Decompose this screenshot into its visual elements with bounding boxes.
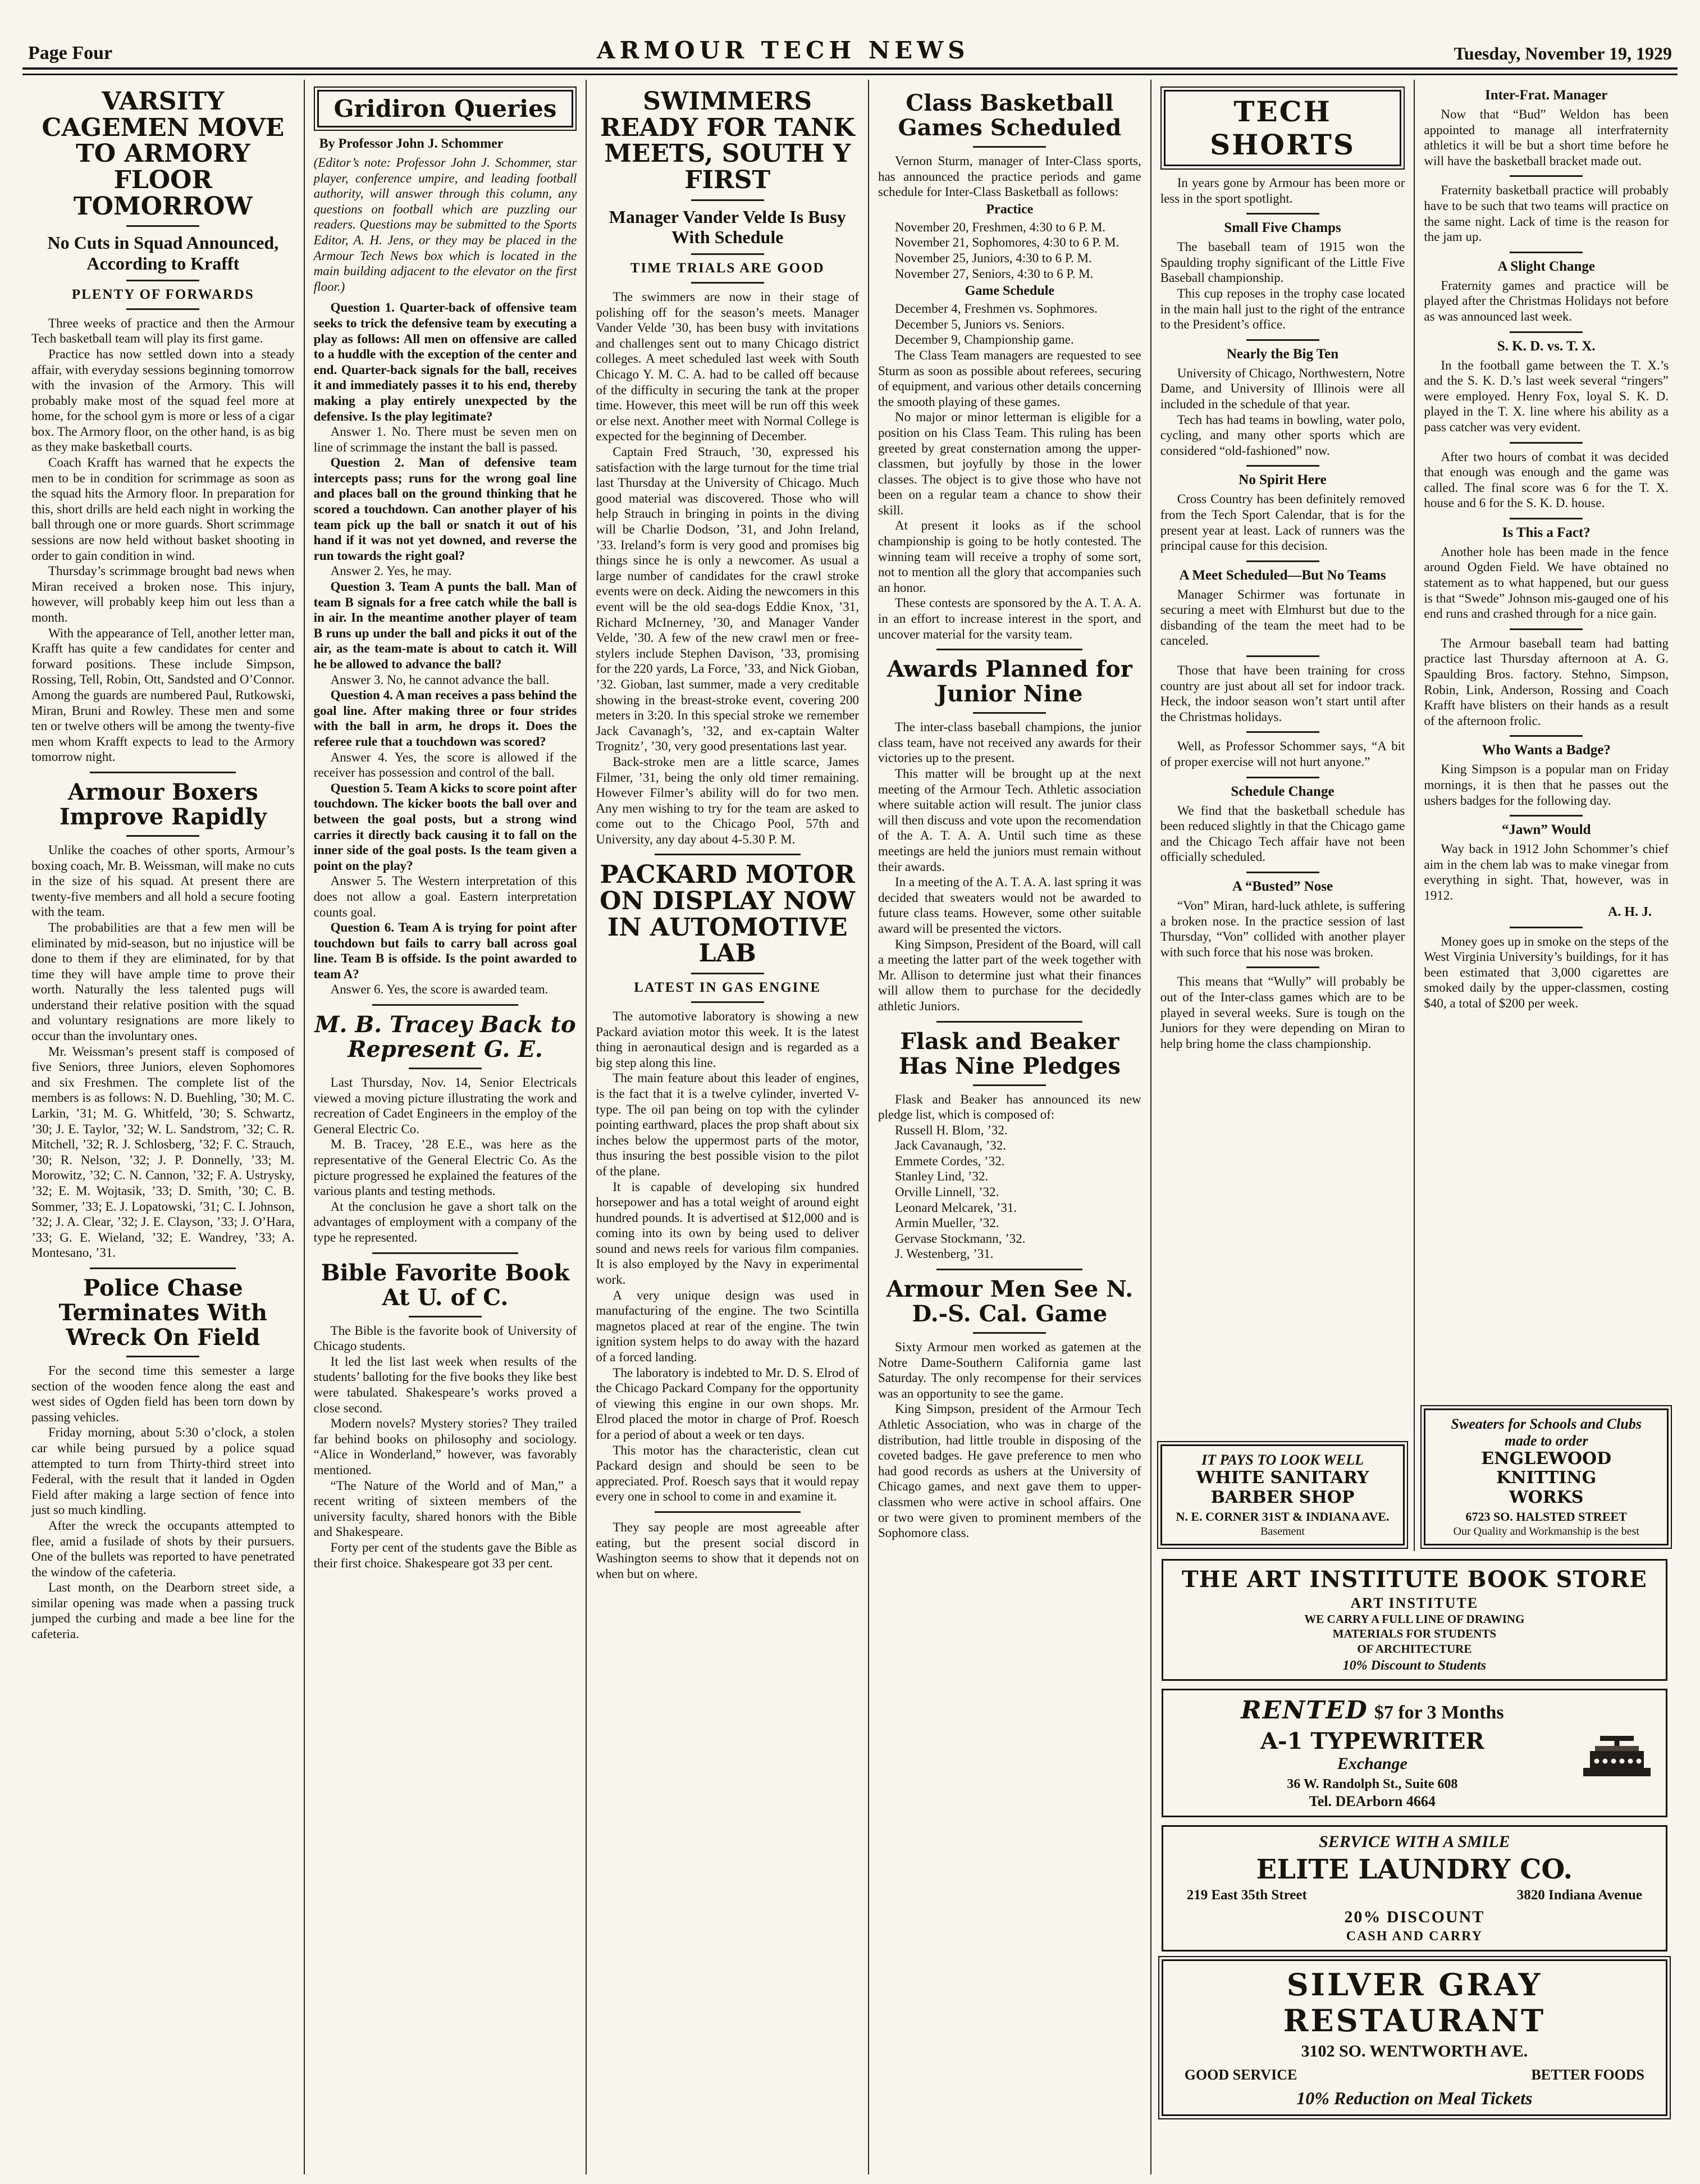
paragraph: December 9, Championship game.: [895, 332, 1074, 347]
shorts-heading: No Spirit Here: [1239, 472, 1327, 488]
ad-price: $7 for 3 Months: [1374, 1702, 1504, 1723]
ad-phone: Tel. DEArborn 4664: [1309, 1793, 1436, 1809]
paragraph: At present it looks as if the school championship is going to be hotly contested. The winning team will receive a trophy of some sort, not to mention all the glory that accompanies such an honor.: [878, 518, 1141, 595]
article-bible-favorite: [314, 1261, 577, 1571]
headline: Bible Favorite Book At U. of C.: [321, 1259, 570, 1311]
separator: [973, 1332, 1046, 1334]
column-5: [1151, 80, 1414, 1551]
headline: Police Chase Terminates With Wreck On Field: [58, 1274, 268, 1351]
paragraph: The inter-class baseball champions, the junior class team, have not received any awards for their victories up to the present.: [878, 720, 1141, 765]
ad-silver-gray-restaurant: [1162, 1959, 1667, 2116]
shorts-item: [1424, 512, 1669, 622]
paragraph: University of Chicago, Northwestern, Notre Dame, and University of Illinois were all included in the schedule of that year.: [1160, 366, 1405, 411]
ad-lead: RENTED: [1241, 1695, 1368, 1725]
separator: [372, 1004, 518, 1006]
paragraph: The automotive laboratory is showing a new Packard aviation motor this week. It is the latest thing in aeronautical design and is regarded as a big step along this line.: [596, 1009, 860, 1070]
article-body: [31, 1363, 295, 1642]
paragraph: Well, as Professor Schommer says, “A bit of proper exercise will not hurt anyone.”: [1160, 739, 1405, 769]
paragraph: Another hole has been made in the fence around Ogden Field. We have obtained no statement as to what happened, but our guess is that “Swede” Johnson mis-gauged one of his end runs and crashed through for a nice gain.: [1424, 544, 1669, 621]
headline: VARSITY CAGEMEN MOVE TO ARMORY FLOOR TOMORROW: [42, 87, 285, 221]
paragraph: November 21, Sophomores, 4:30 to 6 P. M.: [895, 235, 1119, 250]
paragraph: This motor has the characteristic, clean cut Packard design and should be seen to be appreciated. Prof. Roesch says that it would repay every one in school to come in and examine it.: [596, 1443, 860, 1504]
deck: Manager Vander Velde Is Busy With Schedule: [609, 206, 846, 248]
paragraph: The probabilities are that a few men will be eliminated by mid-season, but no injustice will be done to them if they are eliminated, for by that time they will have ample time to prove their worth. Naturally the less talented pugs will understand their relative position with the squad and voluntary resignations are more likely to occur than the involuntary ones.: [31, 920, 295, 1043]
separator: [1510, 628, 1583, 630]
ad-address: 3820 Indiana Avenue: [1516, 1887, 1643, 1903]
separator: [1510, 252, 1583, 253]
separator: [126, 1356, 199, 1357]
schedule-heading: Practice: [986, 202, 1034, 217]
article-body: [314, 1323, 577, 1571]
shorts-item: [1424, 85, 1669, 168]
column-3: [586, 80, 868, 2174]
headline: Class Basketball Games Scheduled: [898, 90, 1122, 141]
paragraph: Leonard Melcarek, ’31.: [895, 1200, 1017, 1215]
question: Question 4. A man receives a pass behind the goal line. After making three or four strides with the ball in arm, he drops it. Does the referee rule that a touchdown was scored?: [313, 688, 577, 749]
ad-slogan: IT PAYS TO LOOK WELL: [1201, 1452, 1364, 1468]
shorts-item: [1160, 866, 1405, 960]
ad-slogan: made to order: [1504, 1432, 1588, 1449]
paragraph: They say people are most agreeable after eating, but the present social discord in Washington seems to show that it depends not on when but on where.: [596, 1520, 860, 1581]
answer: Answer 5. The Western interpretation of this does not allow a goal. Eastern interpretation counts goal.: [313, 874, 577, 919]
shorts-body: [1424, 762, 1669, 808]
paragraph: At the conclusion he gave a short talk on the advantages of employment with a company of the type he represented.: [313, 1199, 577, 1244]
header-rule: [22, 67, 1678, 75]
paragraph: Mr. Weissman’s present staff is composed of five Seniors, three Juniors, eleven Sophomores and six Freshmen. The complete list of the members is as follows: N. D. Buehling, ’30; M. C. Larkin, ’31; M. G. Whitfeld, ’30; S. Schwartz, ’30; J. E. Taylor, ’32; W. L. Sandstrom, ’32; C. R. Mitchell, ’32; R. J. Schlosberg, ’32; F. C. Strauch, ’30; R. Nelson, ’32; J. P. Donnelly, ’33; M. Morowitz, ’32; C. N. Cannon, ’32; F. A. Ustrysky, ’32; E. M. Wojtasik, ’33; D. Smith, ’30; C. B. Sommer, ’33; E. J. Lopatowski, ’31; C. I. Johnson, ’32; J. A. Clear, ’32; J. E. Clayson, ’33; J. O’Hara, ’33; G. E. Wieland, ’32; E. Wandrey, ’33; A. Montesano, ’31.: [31, 1044, 295, 1260]
paragraph: King Simpson, president of the Armour Tech Athletic Association, who was in charge of the distribution, had little trouble in disposing of the coveted badges. He gave preference to men who had good records as ushers at the University of Chicago games, and next gave them to upper-classmen who were active in school affairs. One or two were given to prominent members of the Sophomore class.: [878, 1402, 1141, 1540]
separator: [126, 308, 199, 310]
masthead: ARMOUR TECH NEWS: [597, 37, 970, 64]
ad-name: THE ART INSTITUTE BOOK STORE: [1181, 1566, 1647, 1593]
answer: Answer 4. Yes, the score is allowed if the receiver has possession and control of the ball.: [313, 750, 577, 780]
column-1: [22, 80, 304, 2174]
separator: [1510, 518, 1583, 519]
paragraph: Armin Mueller, ’32.: [895, 1216, 999, 1230]
answer: Answer 2. Yes, he may.: [330, 564, 452, 578]
separator: [1246, 560, 1319, 562]
separator: [1246, 655, 1319, 657]
separator: [126, 280, 199, 281]
game-schedule: [878, 301, 1141, 348]
article-awards-junior-nine: [878, 657, 1141, 1014]
shorts-body: [1160, 587, 1405, 649]
shorts-item: [1160, 334, 1405, 459]
byline: By Professor John J. Schommer: [319, 136, 504, 151]
paragraph: November 25, Juniors, 4:30 to 6 P. M.: [895, 250, 1092, 265]
shorts-heading: A Slight Change: [1497, 258, 1596, 274]
paragraph: Tech has had teams in bowling, water polo, cycling, and many other sports which are considered “old-fashioned” now.: [1160, 412, 1405, 458]
kicker: LATEST IN GAS ENGINE: [634, 979, 821, 995]
shorts-item: [1424, 623, 1669, 729]
ad-note: Basement: [1260, 1525, 1305, 1538]
separator: [1510, 815, 1583, 817]
shorts-body: [1424, 636, 1669, 729]
practice-schedule: [878, 220, 1141, 281]
subcolumns: [1151, 80, 1678, 1551]
shorts-body: [1160, 175, 1405, 206]
separator: [372, 1252, 518, 1254]
article-armour-boxers: [31, 780, 295, 1261]
shorts-body: [1160, 239, 1405, 332]
paragraph: Practice has now settled down into a steady affair, with everyday sessions beginning tomorrow with the invasion of the Armory. This will probably make most of the squad feel more at home, for the school gym is more or less of a cigar box. The Armory floor, on the other hand, is as big as they make basketball courts.: [31, 346, 295, 454]
article-body: [314, 1075, 577, 1246]
shorts-item: [1160, 555, 1405, 649]
separator: [691, 199, 764, 201]
column-2: [304, 80, 586, 2174]
shorts-item: [1160, 961, 1405, 1051]
paragraph: “Von” Miran, hard-luck athlete, is suffering a broken nose. In the practice session of last Thursday, “Von” collided with another player with such force that his nose was broken.: [1160, 899, 1405, 959]
article-body: [878, 719, 1141, 1014]
boxed-title: TECH SHORTS: [1164, 90, 1402, 166]
boxed-title: Gridiron Queries: [317, 90, 574, 127]
ad-line: BETTER FOODS: [1531, 2066, 1645, 2083]
paragraph: December 4, Freshmen vs. Sophmores.: [895, 302, 1098, 316]
paragraph: This cup reposes in the trophy case located in the main hall just to the right of the entrance to the President’s office.: [1160, 286, 1405, 332]
separator: [973, 1084, 1046, 1086]
headline: PACKARD MOTOR ON DISPLAY NOW IN AUTOMOTIVE LAB: [600, 860, 856, 968]
paragraph: M. B. Tracey, ’28 E.E., was here as the representative of the General Electric Co. As the picture progressed he explained the features of the various plants and testing methods.: [313, 1137, 577, 1198]
question: Question 2. Man of defensive team intercepts pass; runs for the wrong goal line and places ball on the ground thinking that he scored a touchdown. Can another player of his team pick up the ball or snatch it out of his hand if it was not yet downed, and reverse the run towards the right goal?: [313, 455, 577, 563]
article-nd-scal-game: [878, 1277, 1141, 1541]
shorts-item: [1160, 726, 1405, 769]
ad-line: WE CARRY A FULL LINE OF DRAWING: [1304, 1612, 1525, 1626]
shorts-body: [1160, 803, 1405, 865]
paragraph: Money goes up in smoke on the steps of the West Virginia University’s buildings, for it has been estimated that 3,000 cigarettes are smoked daily by the upper-classmen, costing $40, a total of $200 per week.: [1424, 934, 1669, 1010]
ad-note: 10% Discount to Students: [1342, 1658, 1487, 1673]
ad-name: ELITE LAUNDRY CO.: [1256, 1853, 1573, 1885]
paragraph: Thursday’s scrimmage brought bad news when Miran received a broken nose. This injury, however, will probably keep him out less than a month.: [31, 564, 295, 624]
shorts-body: [1424, 934, 1669, 1011]
filler-item: [596, 1520, 859, 1581]
shorts-item: [1160, 207, 1405, 332]
separator: [126, 225, 199, 227]
ad-line: OF ARCHITECTURE: [1357, 1642, 1472, 1656]
headline: Awards Planned for Junior Nine: [886, 656, 1132, 708]
question-answer-list: [314, 300, 577, 997]
separator: [1510, 175, 1583, 177]
paragraph: The swimmers are now in their stage of polishing off for the season’s meets. Manager Vander Velde ’30, has been busy with invitations and challenges sent out to many Chicago district colleges. A meet scheduled last week with South Chicago Y. M. C. A. had to be called off because of the difficulty in securing the tank at the proper time. However, this meet will be run off this week or else next. Another meet with Normal College is expected for the beginning of December.: [596, 290, 860, 444]
separator: [1510, 331, 1583, 333]
article-swimmers: [596, 89, 859, 847]
separator: [691, 282, 764, 284]
separator: [1510, 735, 1583, 737]
separator: [409, 1068, 482, 1069]
paragraph: The Class Team managers are requested to see Sturm as soon as possible about referees, securing of equipment, and various other details concerning the smooth playing of these games.: [878, 348, 1141, 409]
paragraph: The main feature about this leader of engines, is the fact that it is a twelve cylinder, inverted V-type. The oil pan being on top with the cylinder pointing earthward, places the prop shaft about six inches below the uppermost parts of the motor, thus insuring the best possible vision to the pilot of the plane.: [596, 1071, 860, 1178]
separator: [691, 253, 764, 255]
paragraph: J. Westenberg, ’31.: [895, 1247, 994, 1261]
paragraph: In a meeting of the A. T. A. A. last spring it was decided that sweaters would not be awarded to future class teams. However, some other suitable award will be presented the victors.: [878, 875, 1141, 936]
shorts-body: [1160, 974, 1405, 1051]
paragraph: Unlike the coaches of other sports, Armour’s boxing coach, Mr. B. Weissman, will make no cuts in the size of his squad. At present there are twenty-five members and all hold a secure footing with the team.: [31, 842, 295, 919]
paragraph: King Simpson, President of the Board, will call a meeting the latter part of the week together with Mr. Allison to determine just what their finances will allow them to purchase for the decidedly athletic Juniors.: [878, 937, 1141, 1013]
ad-note: Our Quality and Workmanship is the best: [1453, 1525, 1639, 1538]
paragraph: After two hours of combat it was decided that enough was enough and the game was called. The final score was 6 for the T. X. house and 6 for the S. K. D. house.: [1424, 449, 1669, 510]
shorts-item: [1424, 170, 1669, 244]
paragraph: December 5, Juniors vs. Seniors.: [895, 317, 1065, 331]
shorts-item: [1424, 729, 1669, 808]
paragraph: These contests are sponsored by the A. T. A. A. in an effort to increase interest in the sport, and uncover material for the varsity team.: [878, 596, 1141, 641]
separator: [1246, 966, 1319, 968]
shorts-body: [1424, 841, 1669, 903]
article-body: [31, 316, 295, 765]
shorts-item: [1160, 175, 1405, 206]
shorts-heading: S. K. D. vs. T. X.: [1497, 338, 1596, 354]
paragraph: No major or minor letterman is eligible for a position on his Class Team. This ruling has been greeted by great consternation among the upper-classmen, but joyfully by those in the lower classes. The object is to give those who have not been on a regular team a chance to show their skill.: [878, 410, 1141, 517]
separator: [409, 1316, 482, 1317]
separator: [90, 772, 236, 773]
article-intro: [878, 153, 1141, 200]
headline: Flask and Beaker Has Nine Pledges: [898, 1028, 1121, 1079]
paragraph: Flask and Beaker has announced its new pledge list, which is composed of:: [878, 1092, 1141, 1122]
ad-elite-laundry: [1162, 1825, 1667, 1952]
paragraph: Coach Krafft has warned that he expects the men to be in condition for scrimmage as soon as the squad hits the Armory floor. In preparation for this, short drills are held each night in working the ball through one or more guards. Short scrimmage sessions are now held without basket shooting in order to gain condition in wind.: [31, 455, 295, 563]
article-packard-motor: [596, 862, 859, 1504]
paragraph: Fraternity games and practice will be played after the Christmas Holidays not before as was announced last week.: [1424, 278, 1669, 323]
paragraph: Three weeks of practice and then the Armour Tech basketball team will play its first game.: [31, 316, 295, 346]
page-header: [22, 10, 1678, 64]
paragraph: The Armour baseball team had batting practice last Thursday afternoon at A. G. Spaulding Bros. factory. Stehno, Simpson, Robin, Link, Anderson, Rossing and Coach Krafft have blisters on their hands as a result of the afternoon frolic.: [1424, 636, 1669, 728]
shorts-heading: “Jawn” Would: [1501, 822, 1591, 838]
paragraph: Now that “Bud” Weldon has been appointed to manage all interfraternity athletics it will be but a short time before he will have the basketball bracket made out.: [1424, 107, 1669, 168]
shorts-body: [1160, 366, 1405, 459]
ad-address: 6723 SO. HALSTED STREET: [1465, 1510, 1627, 1524]
ad-address: 219 East 35th Street: [1186, 1887, 1307, 1903]
paragraph: It led the list last week when results of the students’ balloting for the five books they like best were tabulated. Shakespeare’s works proved a close second.: [313, 1354, 577, 1415]
article-class-basketball: [878, 91, 1141, 642]
ad-white-sanitary-barber: [1160, 1444, 1405, 1545]
paragraph: November 20, Freshmen, 4:30 to 6 P. M.: [895, 220, 1106, 234]
paragraph: After the wreck the occupants attempted to flee, amid a fusilade of shots by their pursuers. One of the bullets was reported to have penetrated the window of the cafeteria.: [31, 1518, 295, 1579]
shorts-heading: Is This a Fact?: [1502, 525, 1591, 540]
ad-name: WORKS: [1509, 1487, 1584, 1507]
separator: [1246, 213, 1319, 215]
ad-name: A-1 TYPEWRITER: [1260, 1727, 1484, 1754]
headline: Armour Boxers Improve Rapidly: [59, 778, 267, 830]
ad-slogan: Sweaters for Schools and Clubs: [1451, 1415, 1642, 1432]
ad-name: ENGLEWOOD KNITTING: [1481, 1448, 1612, 1488]
separator: [936, 1269, 1082, 1270]
separator: [655, 854, 801, 855]
shorts-item: [1160, 771, 1405, 865]
ad-slogan: SERVICE WITH A SMILE: [1319, 1832, 1510, 1851]
separator: [936, 1021, 1082, 1023]
paragraph: Those that have been training for cross country are just about all set for indoor track. Heck, the indoor season won’t start until after the Christmas holidays.: [1160, 663, 1405, 724]
article-police-chase: [31, 1276, 295, 1642]
editors-note: (Editor’s note: Professor John J. Schommer, star player, conference umpire, and leading football authority, will answer through this column, any questions on football which are puzzling our readers. Questions may be submitted to the Sports Editor, A. H. Jens, or they may be placed in the Armour Tech News box which is located in the main building adjacent to the elevator on the first floor.): [313, 156, 577, 294]
separator: [1246, 731, 1319, 733]
shorts-item: [1424, 436, 1669, 511]
shorts-body: [1160, 898, 1405, 960]
shorts-body: [1160, 491, 1405, 553]
column-6: [1414, 80, 1678, 1551]
ad-subname: ART INSTITUTE: [1350, 1595, 1479, 1611]
shorts-body: [1424, 183, 1669, 244]
paragraph: A very unique design was used in manufacturing of the engine. The two Scintilla magnetos placed at rear of the engine. The twin ignition system helps to do away with the hazard of a forced landing.: [596, 1288, 860, 1365]
paragraph: King Simpson is a popular man on Friday mornings, it is then that he passes out the ushers badges for the following day.: [1424, 762, 1669, 808]
paragraph: It is capable of developing six hundred horsepower and has a total weight of around eight hundred pounds. It is advertised at $12,000 and is coming into its own by being used to deliver sound and news reels for various film companies. It is also employed by the Navy in experimental work.: [596, 1179, 860, 1287]
paragraph: In years gone by Armour has been more or less in the sport spotlight.: [1160, 176, 1405, 206]
separator: [973, 712, 1046, 714]
ad-name: BARBER SHOP: [1210, 1487, 1355, 1507]
shorts-heading: Inter-Frat. Manager: [1484, 88, 1608, 103]
ad-address: 36 W. Randolph St., Suite 608: [1287, 1776, 1458, 1791]
separator: [1246, 777, 1319, 778]
separator: [655, 1511, 801, 1513]
paragraph: The baseball team of 1915 won the Spaulding trophy significant of the Little Five Baseball championship.: [1160, 240, 1405, 285]
paragraph: Captain Fred Strauch, ’30, expressed his satisfaction with the large turnout for the time trial last Thursday at the University of Chicago. Much good material was discovered. Those who will help Strauch in bringing in points in the diving will be Charlie Dodson, ’31, and John Ireland, ’33. Ireland’s form is very good and promises big things since he is only a newcomer. As usual a large number of candidates for the crawl stroke events were on deck. Aiding the newcomers in this event will be the old sea-dogs Eddie Knox, ’31, Richard McInerney, ’30, and Manager Vander Velde, ’30. A few of the new crawl men or free-stylers include Stephen Davison, ’33, promising for the 220 yards, La Force, ’33, and Nick Gioban, ’32. Gioban, last summer, made a very creditable showing in the breast-stroke event, covering 200 meters in 3:20. In this special stroke we remember Jack Cavanagh’s, ’32, and ex-captain Walter Trognitz’, ’30, very good presentations last year.: [596, 445, 860, 754]
shorts-heading: Small Five Champs: [1224, 220, 1341, 236]
paragraph: Stanley Lind, ’32.: [895, 1169, 989, 1184]
kicker: PLENTY OF FORWARDS: [71, 286, 254, 302]
shorts-heading: Schedule Change: [1231, 783, 1335, 799]
paragraph: Vernon Sturm, manager of Inter-Class sports, has announced the practice periods and game schedule for Inter-Class Basketball as follows:: [878, 154, 1141, 199]
separator: [973, 146, 1046, 148]
paragraph: Sixty Armour men worked as gatemen at the Notre Dame-Southern California game last Saturday. The only recompense for their services was an opportunity to see the game.: [878, 1340, 1141, 1401]
paragraph: In the football game between the T. X.’s and the S. K. D.’s last week several “ringers” were employed. Henry Fox, loyal S. K. D. played in the T. X. line where his ability as a pass catcher was very evident.: [1424, 358, 1669, 434]
article-body: [596, 1009, 859, 1504]
pledge-list: [878, 1123, 1141, 1262]
paragraph: Cross Country has been definitely removed from the Tech Sport Calendar, that is for the present year at least. Lack of runners was the principal cause for this decision.: [1160, 492, 1405, 553]
columns: [22, 80, 1678, 2174]
typewriter-illustration: [1575, 1719, 1659, 1786]
answer: Answer 3. No, he cannot advance the ball.: [330, 672, 550, 687]
article-gridiron-queries: [314, 90, 577, 997]
paragraph: “The Nature of the World and of Man,” a recent writing of sixteen members of the university faculty, shared honors with the Bible and Shakespeare.: [313, 1478, 577, 1539]
paragraph: Back-stroke men are a little scarce, James Filmer, ’31, being the only old timer remaining. However Filmer’s ability will do for two men. Any men wishing to try for the team are asked to come out to the Chicago Pool, 57th and University, any day about 4-5.30 P. M.: [596, 754, 860, 846]
article-body: [31, 842, 295, 1261]
paragraph: Last Thursday, Nov. 14, Senior Electricals viewed a moving picture illustrating the work and recreation of Cadet Engineers in the employ of the General Electric Co.: [313, 1075, 577, 1136]
ad-text-block: [1170, 1696, 1575, 1810]
shorts-body: [1424, 544, 1669, 622]
shorts-body: [1424, 278, 1669, 325]
paragraph: Emmete Cordes, ’32.: [895, 1153, 1005, 1168]
shorts-item: [1424, 809, 1669, 919]
shorts-item: [1424, 921, 1669, 1011]
ad-subname: Exchange: [1337, 1754, 1407, 1773]
ad-note: CASH AND CARRY: [1346, 1928, 1483, 1944]
article-body: [878, 348, 1141, 642]
paragraph: Fraternity basketball practice will probably have to be such that two teams will practice on the same night. Lack of time is the reason for the jam up.: [1424, 183, 1669, 244]
paragraph: Way back in 1912 John Schommer’s chief aim in the chem lab was to make vinegar from everything in sight. That, however, was in 1912.: [1424, 842, 1669, 902]
headline: SWIMMERS READY FOR TANK MEETS, SOUTH Y FIRST: [600, 87, 855, 194]
columns-5-6: [1150, 80, 1678, 2174]
ad-address: 3102 SO. WENTWORTH AVE.: [1301, 2041, 1528, 2060]
paragraph: Gervase Stockmann, ’32.: [895, 1231, 1026, 1246]
shorts-item: [1424, 246, 1669, 325]
paragraph: The Bible is the favorite book of University of Chicago students.: [313, 1323, 577, 1353]
shorts-body: [1424, 449, 1669, 511]
shorts-item: [1160, 459, 1405, 553]
ad-address: N. E. CORNER 31ST & INDIANA AVE.: [1176, 1510, 1390, 1524]
ad-note: 10% Reduction on Meal Tickets: [1296, 2087, 1533, 2108]
separator: [1246, 339, 1319, 341]
shorts-body: [1160, 663, 1405, 724]
ad-art-institute-book-store: [1162, 1559, 1667, 1681]
paragraph: Manager Schirmer was fortunate in securing a meet with Elmhurst but due to the disbanding of the team the meet had to be canceled.: [1160, 587, 1405, 648]
shorts-heading: Nearly the Big Ten: [1226, 346, 1339, 362]
paragraph: Friday morning, about 5:30 o’clock, a stolen car while being pursued by a police squad attempted to turn from Thirty-third street into Federal, with the result that it landed in Ogden Field after making a large section of fence into just so much kindling.: [31, 1425, 295, 1517]
separator: [691, 973, 764, 974]
paragraph: With the appearance of Tell, another letter man, Krafft has quite a few candidates for center and forward positions. These include Simpson, Rossing, Tell, Robin, Ott, Sandsted and O’Connor. Among the guards are numbered Paul, Rutkowski, Miran, Bruni and Rowley. These men and some ten or twelve others will be among the twenty-five men whom Krafft expects to lead to the Armory tomorrow night.: [31, 626, 295, 764]
ad-a1-typewriter-exchange: [1162, 1689, 1667, 1817]
shorts-body: [1424, 107, 1669, 168]
paragraph: We find that the basketball schedule has been reduced slightly in that the Chicago game and the Chicago Tech affair have not been officially scheduled.: [1160, 803, 1405, 864]
answer: Answer 6. Yes, the score is awarded team.: [330, 982, 549, 997]
article-tracey-ge: [314, 1013, 577, 1246]
article-flask-beaker: [878, 1029, 1141, 1262]
question: Question 1. Quarter-back of offensive team seeks to trick the defensive team by executing a play as follows: All men on offensive are called to a huddle with the exception of the center and end. Quarter-back signals for the ball, receives it and immediately passes it to his end, thereby making a play entirely unexpected by the defensive. Is the play legitimate?: [313, 300, 577, 423]
question: Question 3. Team A punts the ball. Man of team B signals for a free catch while the ball is in air. In the meantime another player of team B runs up under the ball and picks it out of the air, as the team-mate is about to catch it. Will he be allowed to advance the ball?: [313, 580, 577, 671]
ad-englewood-knitting: [1424, 1408, 1669, 1546]
separator: [90, 1267, 236, 1269]
shorts-heading: A “Busted” Nose: [1232, 879, 1333, 894]
separator: [1246, 465, 1319, 467]
paragraph: Russell H. Blom, ’32.: [895, 1123, 1008, 1137]
headline: M. B. Tracey Back to Represent G. E.: [314, 1011, 576, 1063]
ad-name: WHITE SANITARY: [1196, 1468, 1369, 1488]
separator: [1246, 872, 1319, 873]
separator: [691, 1001, 764, 1003]
answer: Answer 1. No. There must be seven men on line of scrimmage the instant the ball is passed.: [313, 425, 577, 454]
paragraph: Modern novels? Mystery stories? They trailed far behind books on philosophy and sociology. “Alice in Wonderland,” however, was favorably mentioned.: [313, 1416, 577, 1477]
paragraph: Orville Linnell, ’32.: [895, 1185, 999, 1200]
paragraph: Forty per cent of the students gave the Bible as their first choice. Shakespeare got 33 per cent.: [313, 1540, 577, 1570]
author-initials: A. H. J.: [1608, 904, 1652, 919]
column-4: [868, 80, 1150, 2174]
ad-line: MATERIALS FOR STUDENTS: [1332, 1627, 1497, 1641]
question: Question 5. Team A kicks to score point after touchdown. The kicker boots the ball over and between the goal posts, but a strong wind carries it directly back causing it to fall on the inner side of the goal posts. Is the team given a point on the play?: [313, 781, 577, 873]
shorts-item: [1424, 326, 1669, 435]
shorts-heading: A Meet Scheduled—But No Teams: [1179, 567, 1386, 583]
ad-discount: 20% DISCOUNT: [1344, 1907, 1485, 1926]
shorts-heading: Who Wants a Badge?: [1482, 742, 1611, 758]
paragraph: This matter will be brought up at the next meeting of the Armour Tech. Athletic association where suitable action will result. The junior class will then discuss and vote upon the recomendation of the A. T. A. A. Until such time as these meetings are held the juniors must remain without their awards.: [878, 767, 1141, 874]
schedule-heading: Game Schedule: [965, 284, 1055, 299]
ad-line: GOOD SERVICE: [1184, 2066, 1297, 2083]
headline: Armour Men See N. D.-S. Cal. Game: [886, 1276, 1134, 1328]
separator: [936, 649, 1082, 650]
kicker: TIME TRIALS ARE GOOD: [630, 261, 825, 276]
paragraph: Jack Cavanaugh, ’32.: [895, 1138, 1007, 1153]
shorts-body: [1160, 738, 1405, 769]
shorts-body: [1424, 358, 1669, 435]
paragraph: For the second time this semester a large section of the wooden fence along the east and west sides of Ogden field has been torn down by passing vehicles.: [31, 1363, 295, 1424]
ad-name: SILVER GRAY RESTAURANT: [1283, 1966, 1546, 2039]
article-intro: [878, 1092, 1141, 1123]
paragraph: The laboratory is indebted to Mr. D. S. Elrod of the Chicago Packard Company for the opportunity of viewing this engine in our own shops. Mr. Elrod placed the motor in charge of Prof. Roesch for a period of about a week or ten days.: [596, 1365, 860, 1442]
paragraph: Last month, on the Dearborn street side, a similar opening was made when a passing truck jumped the curbing and made a bee line for the cafeteria.: [31, 1580, 295, 1642]
separator: [1510, 442, 1583, 444]
separator: [1510, 927, 1583, 928]
deck: No Cuts in Squad Announced, According to Krafft: [47, 232, 279, 273]
separator: [126, 835, 199, 837]
article-varsity-cagemen: [31, 89, 295, 765]
article-body: [878, 1339, 1141, 1541]
article-body: [596, 289, 859, 847]
page-number: Page Four: [28, 43, 113, 63]
paragraph: This means that “Wully” will probably be out of the Inter-class games which are to be played in several weeks. Sure is tough on the Juniors for they were depending on Miran to help bring home the class championship.: [1160, 974, 1405, 1051]
paragraph: November 27, Seniors, 4:30 to 6 P. M.: [895, 266, 1094, 281]
issue-date: Tuesday, November 19, 1929: [1454, 43, 1672, 63]
shorts-item: [1160, 650, 1405, 724]
question: Question 6. Team A is trying for point after touchdown but fails to carry ball across goal line. Team B is offside. Is the point awarded to team A?: [313, 920, 577, 981]
